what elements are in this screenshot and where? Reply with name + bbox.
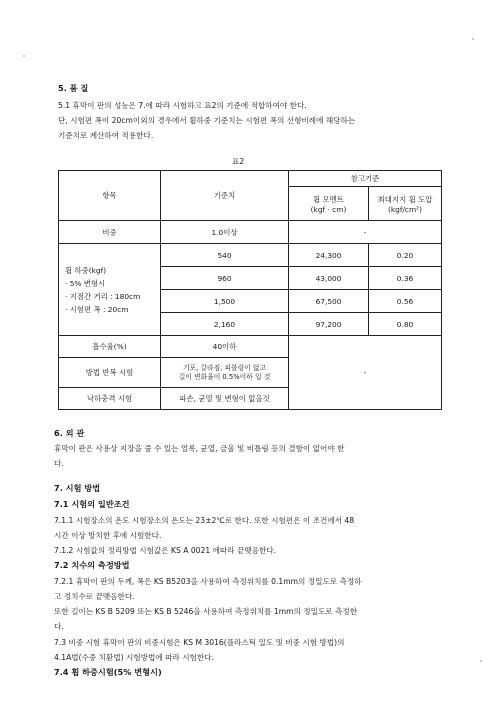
scan-speck [23, 55, 25, 57]
load-value-4: 2,160 [161, 313, 289, 336]
load-note-1: · 5% 변형시 [65, 278, 106, 288]
absorb-label: 흡수율(%) [59, 336, 161, 358]
section-6-line-1: 휴막이 판은 사용상 지장을 줄 수 있는 얼룩, 균열, 금울 및 비틀림 등의 결함이 없어야 한 [54, 444, 345, 453]
spec-table [58, 170, 442, 410]
impact-value: 파손, 균열 및 변형이 없을것 [161, 388, 289, 410]
load-stress-4: 0.80 [369, 313, 442, 336]
header-item: 항목 [59, 171, 161, 221]
load-label-cell [59, 244, 161, 336]
density-value: 1.0이상 [161, 221, 289, 244]
section-7-2-1-line-1: 7.2.1 휴막이 판의 두께, 폭은 KS B5203을 사용하여 측정위치를 0.1mm의 정밀도로 측정하 [54, 577, 362, 586]
header-reference: 참고기준 [289, 171, 442, 187]
load-note-2: · 지점간 거리 : 180cm [65, 291, 141, 301]
header-stress-label: 최대지지 휨 도압 [377, 194, 433, 204]
weather-value-line-2: 길이 변화율이 0.5%이하 일 것 [178, 372, 271, 381]
section-7-3-line-2: 4.1A법(수중 치환법) 시험방법에 따라 시험한다. [54, 653, 214, 662]
header-moment [289, 187, 369, 221]
section-6-line-2: 다. [54, 459, 64, 468]
load-moment-3: 67,500 [289, 290, 369, 313]
load-value-2: 960 [161, 267, 289, 290]
load-stress-1: 0.20 [369, 244, 442, 267]
section-5-line-2: 단, 시험편 폭이 20cm이외의 경우에서 휨하중 기준치는 시험편 폭의 선형비례에 해당하는 [58, 116, 356, 125]
header-standard: 기준치 [161, 171, 289, 221]
header-stress [369, 187, 442, 221]
load-note-3: · 시험편 폭 : 20cm [65, 304, 129, 314]
absorb-value: 40이하 [161, 336, 289, 358]
header-stress-unit: (kgf/cm²) [387, 204, 423, 214]
load-title: 휨 하중(kgf) [65, 265, 107, 275]
section-5-line-1: 5.1 휴막이 판의 성능은 7.에 따라 시험하고 표2의 기준에 적합하여야 한다. [58, 101, 307, 110]
header-moment-label: 휨 모멘트 [313, 194, 344, 204]
header-moment-unit: (kgf · cm) [310, 204, 347, 214]
section-7-1-1-line-2: 시간 이상 방치한 후에 시험한다. [54, 531, 162, 540]
weather-value [161, 358, 289, 388]
section-7-heading: 7. 시험 방법 [54, 483, 101, 493]
density-ref: - [289, 221, 442, 244]
load-stress-3: 0.56 [369, 290, 442, 313]
section-7-2-1-line-2: 고 정치수로 끝맺음한다. [54, 592, 135, 601]
section-7-2-1-line-4: 다. [54, 622, 64, 631]
load-value-3: 1,500 [161, 290, 289, 313]
section-7-4-heading: 7.4 휨 하중시험(5% 변형시) [54, 667, 162, 677]
load-moment-4: 97,200 [289, 313, 369, 336]
density-label: 비중 [59, 221, 161, 244]
section-7-1-2: 7.1.2 시험값의 정리방법 시험값은 KS A 0021 에따라 끝맺음한다. [54, 546, 277, 555]
weather-label: 방법 반복 시험 [59, 358, 161, 388]
weather-value-line-1: 기포, 갈라짐, 피블링이 없고 [182, 363, 267, 372]
load-moment-2: 43,000 [289, 267, 369, 290]
load-moment-1: 24,300 [289, 244, 369, 267]
load-value-1: 540 [161, 244, 289, 267]
section-6-heading: 6. 외 관 [54, 428, 85, 438]
table-caption: 표2 [232, 157, 245, 166]
weather-ref: - [289, 336, 442, 410]
section-7-3-line-1: 7.3 비중 시험 휴막이 판의 비중시험은 KS M 3016(플라스틱 밀도 및 비중 시험 방법)의 [54, 638, 345, 647]
scan-speck [472, 38, 474, 40]
scan-speck [480, 660, 482, 662]
impact-label: 낙하충격 시험 [59, 388, 161, 410]
section-5-line-3: 기준치로 계산하여 적용한다. [58, 131, 154, 140]
section-7-1-heading: 7.1 시험의 일반조건 [54, 499, 130, 509]
section-7-2-1-line-3: 또한 길이는 KS B 5209 또는 KS B 5246을 사용하여 측정위치를 1mm의 정밀도로 측정한 [54, 607, 358, 616]
section-5-heading: 5. 품 질 [58, 83, 89, 93]
load-stress-2: 0.36 [369, 267, 442, 290]
section-7-2-heading: 7.2 치수의 측정방법 [54, 560, 130, 570]
section-7-1-1-line-1: 7.1.1 시험장소의 온도 시험장소의 온도는 23±2℃로 한다. 또한 시험편은 이 조건에서 48 [54, 516, 355, 525]
